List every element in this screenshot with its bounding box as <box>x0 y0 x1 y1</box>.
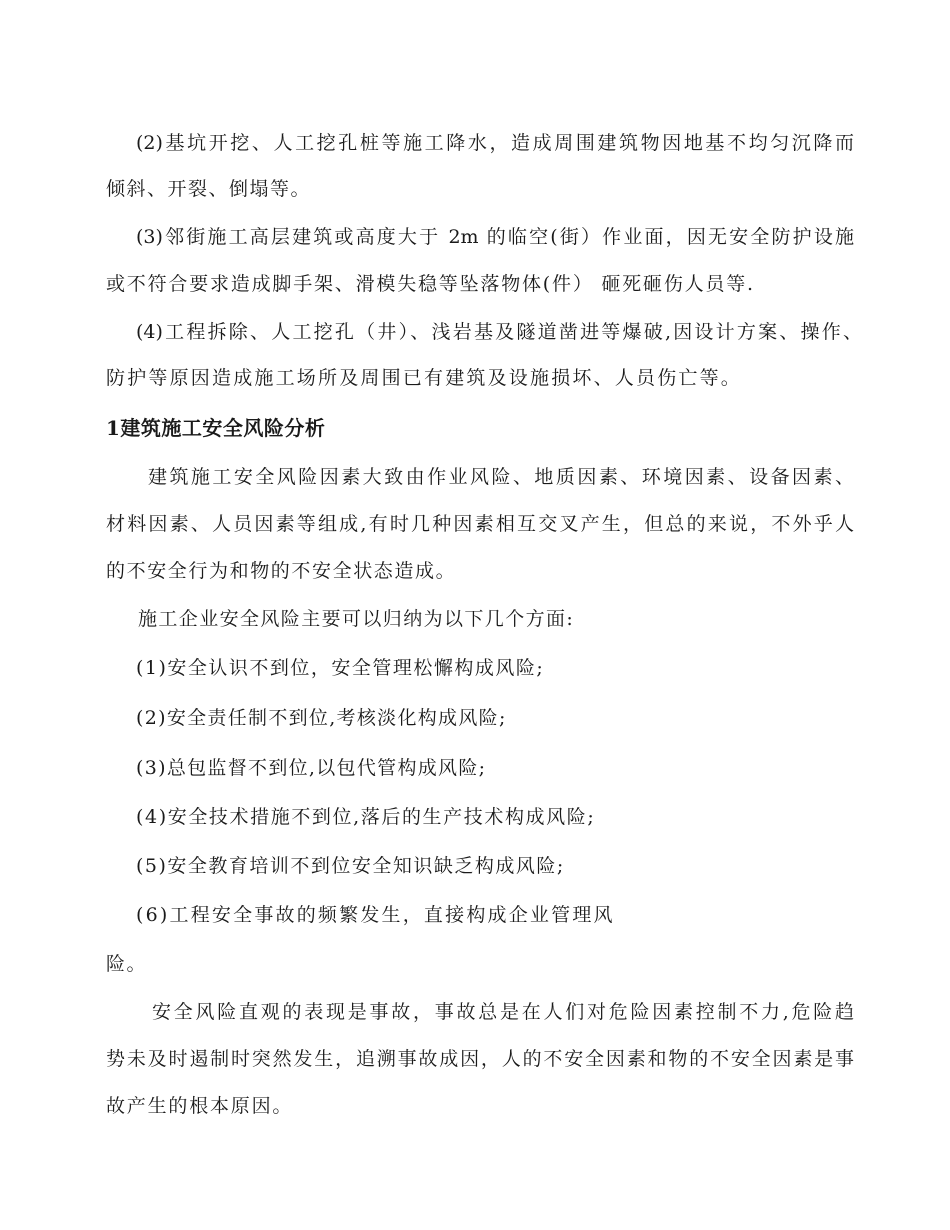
paragraph-line: (2)基坑开挖、人工挖孔桩等施工降水，造成周围建筑物因地基不均匀沉降而 <box>136 132 854 154</box>
list-item: (6)工程安全事故的频繁发生，直接构成企业管理风 <box>136 904 615 926</box>
list-item: (2)安全责任制不到位,考核淡化构成风险; <box>136 707 507 729</box>
paragraph-line: 的不安全行为和物的不安全状态造成。 <box>106 560 457 582</box>
paragraph-line: 施工企业安全风险主要可以归纳为以下几个方面: <box>138 608 575 630</box>
paragraph-line: 倾斜、开裂、倒塌等。 <box>106 178 312 200</box>
paragraph-line: 安全风险直观的表现是事故，事故总是在人们对危险因素控制不力,危险趋 <box>152 1001 854 1023</box>
list-item: (3)总包监督不到位,以包代管构成风险; <box>136 757 487 779</box>
paragraph-line: (3)邻街施工高层建筑或高度大于 2m 的临空(街）作业面，因无安全防护设施 <box>136 226 854 248</box>
paragraph-line: 故产生的根本原因。 <box>106 1095 294 1117</box>
list-item: (4)安全技术措施不到位,落后的生产技术构成风险; <box>136 806 596 828</box>
paragraph-line: 防护等原因造成施工场所及周围已有建筑及设施损坏、人员伤亡等。 <box>106 367 743 389</box>
list-item: (5)安全教育培训不到位安全知识缺乏构成风险; <box>136 855 565 877</box>
paragraph-line: 建筑施工安全风险因素大致由作业风险、地质因素、环境因素、设备因素、 <box>148 466 854 488</box>
paragraph-line: 势未及时遏制时突然发生，追溯事故成因，人的不安全因素和物的不安全因素是事 <box>106 1048 854 1070</box>
paragraph-line: 或不符合要求造成脚手架、滑模失稳等坠落物体(件） 砸死砸伤人员等. <box>106 273 755 295</box>
section-heading: 1建筑施工安全风险分析 <box>106 416 326 440</box>
list-item-continuation: 险。 <box>106 953 148 975</box>
paragraph-line: (4)工程拆除、人工挖孔（井）、浅岩基及隧道凿进等爆破,因设计方案、操作、 <box>136 321 862 343</box>
list-item: (1)安全认识不到位，安全管理松懈构成风险; <box>136 657 545 679</box>
paragraph-line: 材料因素、人员因素等组成,有时几种因素相互交叉产生，但总的来说，不外乎人 <box>106 513 854 535</box>
